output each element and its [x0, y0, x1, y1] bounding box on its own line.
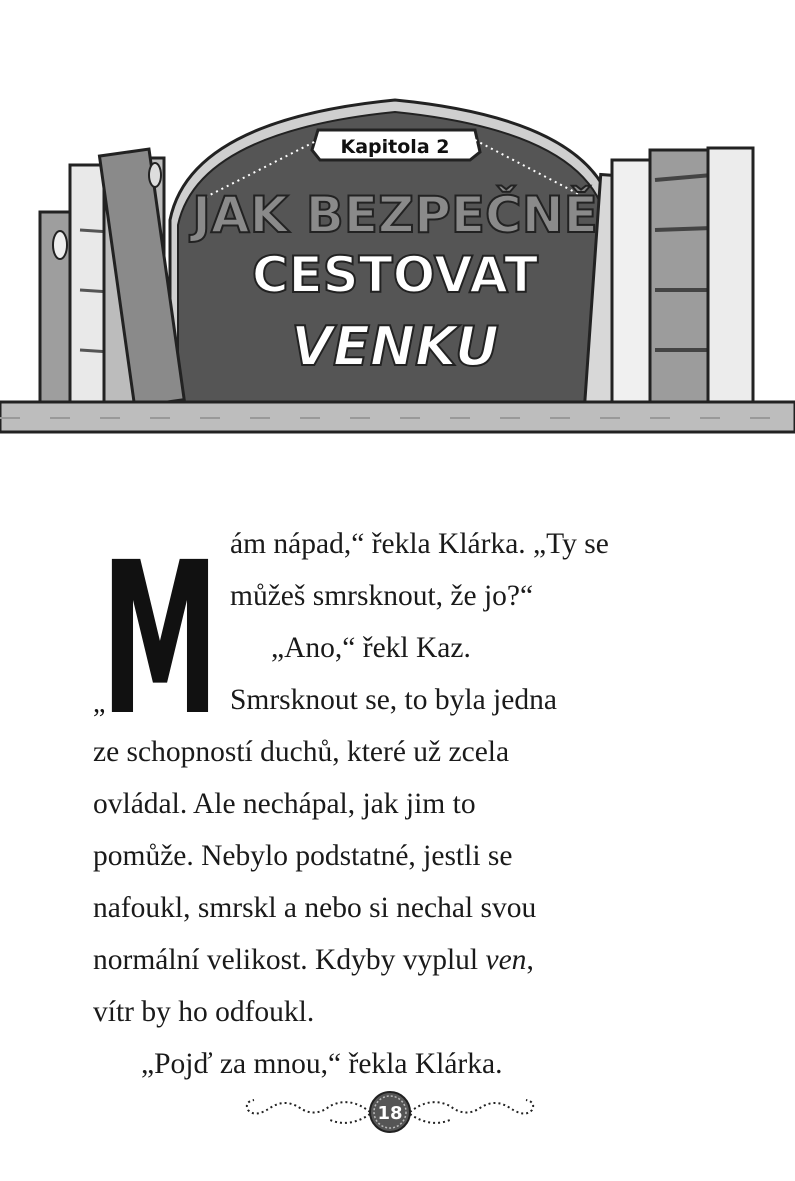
- chapter-title-line-1: JAK BEZPEČNĚ: [192, 186, 598, 244]
- drop-cap: [93, 532, 223, 722]
- body-line: Smrsknout se, to byla jedna: [230, 684, 557, 716]
- body-line: vítr by ho odfoukl.: [93, 996, 315, 1028]
- drop-cap-letter: M: [101, 532, 219, 722]
- chapter-title-line-3: VENKU: [291, 315, 499, 378]
- chapter-title-line-2: CESTOVAT: [251, 246, 539, 304]
- body-line: ovládal. Ale nechápal, jak jim to: [93, 788, 476, 820]
- body-emphasis: ven: [485, 944, 527, 976]
- shelf: [0, 402, 795, 432]
- page-folio: [240, 1088, 540, 1136]
- body-line: můžeš smrsknout, že jo?“: [230, 580, 534, 612]
- body-line: „Pojď za mnou,“ řekla Klárka.: [141, 1048, 503, 1080]
- body-line: ám nápad,“ řekla Klárka. „Ty se: [230, 528, 609, 560]
- body-line: pomůže. Nebylo podstatné, jestli se: [93, 840, 513, 872]
- body-line-text: normální velikost. Kdyby vyplul: [93, 944, 486, 976]
- drop-cap-leading-quote: „: [93, 688, 106, 719]
- body-line: [93, 944, 534, 977]
- chapter-label: Kapitola 2: [340, 136, 450, 158]
- body-line: „Ano,“ řekl Kaz.: [271, 632, 471, 664]
- folio-ornament-right: [410, 1100, 533, 1123]
- books-left: [40, 149, 184, 406]
- body-line-text: ,: [526, 944, 534, 976]
- body-line: nafoukl, smrskl a nebo si nechal svou: [93, 892, 537, 924]
- folio-ornament-left: [247, 1100, 370, 1123]
- chapter-header-illustration: [0, 0, 795, 440]
- books-right: [585, 148, 753, 405]
- body-line: ze schopností duchů, které už zcela: [93, 736, 510, 768]
- page-number: 18: [377, 1103, 403, 1124]
